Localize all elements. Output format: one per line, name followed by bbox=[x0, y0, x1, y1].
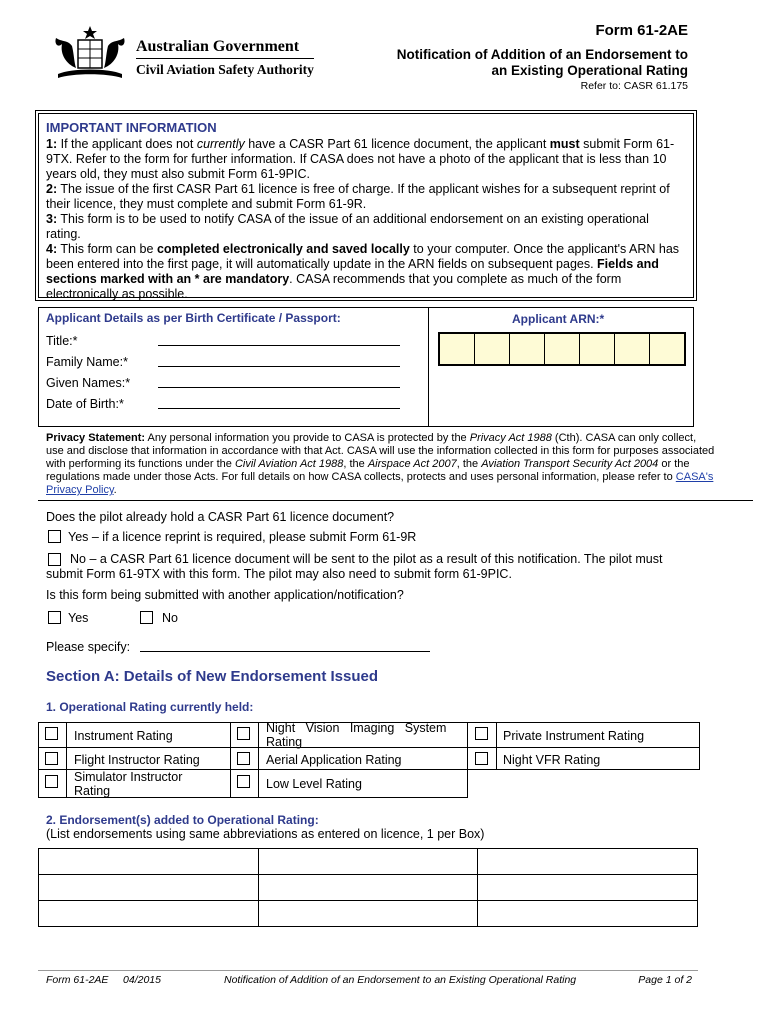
arn-digit-box[interactable] bbox=[580, 334, 615, 364]
privacy-divider bbox=[38, 500, 753, 501]
grid-line bbox=[38, 747, 700, 748]
flight-instructor-checkbox[interactable] bbox=[45, 752, 58, 765]
government-title: Australian Government bbox=[136, 38, 300, 55]
privacy-policy-link[interactable]: CASA's Privacy Policy bbox=[46, 471, 714, 496]
family-name-label: Family Name:* bbox=[46, 355, 128, 369]
simulator-instructor-label-2: Rating bbox=[74, 784, 111, 798]
coat-of-arms-logo bbox=[48, 24, 132, 84]
licence-question: Does the pilot already hold a CASR Part 61 licence document? bbox=[46, 510, 395, 524]
form-number: Form 61-2AE bbox=[595, 22, 688, 39]
grid-line bbox=[230, 722, 231, 798]
applicant-details-heading: Applicant Details as per Birth Certificate / Passport: bbox=[46, 311, 341, 325]
endorsement-box[interactable] bbox=[258, 901, 478, 927]
arn-digit-box[interactable] bbox=[440, 334, 475, 364]
licence-no-label-2: submit Form 61-9TX with this form. The pilot may also need to submit form 61-9PIC. bbox=[46, 567, 512, 581]
title-label: Title:* bbox=[46, 334, 78, 348]
endorsement-box[interactable] bbox=[478, 849, 698, 875]
endorsement-box[interactable] bbox=[39, 849, 259, 875]
please-specify-field[interactable] bbox=[140, 651, 430, 652]
night-vision-label-2: Rating bbox=[266, 735, 303, 749]
simulator-instructor-label-1: Simulator Instructor bbox=[74, 770, 183, 784]
arn-digit-box[interactable] bbox=[650, 334, 684, 364]
aerial-application-label: Aerial Application Rating bbox=[266, 753, 402, 767]
given-names-field[interactable] bbox=[158, 387, 400, 388]
arn-digit-box[interactable] bbox=[545, 334, 580, 364]
endorsement-box[interactable] bbox=[478, 875, 698, 901]
important-heading: IMPORTANT INFORMATION bbox=[46, 120, 217, 135]
family-name-field[interactable] bbox=[158, 366, 400, 367]
flight-instructor-label: Flight Instructor Rating bbox=[74, 753, 200, 767]
instrument-rating-label: Instrument Rating bbox=[74, 729, 173, 743]
date-of-birth-label: Date of Birth:* bbox=[46, 397, 124, 411]
night-vfr-label: Night VFR Rating bbox=[503, 753, 601, 767]
footer-title: Notification of Addition of an Endorsement to an Existing Operational Rating bbox=[224, 974, 577, 986]
endorsement-box[interactable] bbox=[258, 875, 478, 901]
endorsements-table bbox=[38, 848, 698, 927]
endorsement-box[interactable] bbox=[39, 875, 259, 901]
operational-rating-question: 1. Operational Rating currently held: bbox=[46, 700, 254, 714]
arn-digit-box[interactable] bbox=[475, 334, 510, 364]
arn-input-boxes[interactable] bbox=[438, 332, 686, 366]
private-instrument-checkbox[interactable] bbox=[475, 727, 488, 740]
endorsements-question: 2. Endorsement(s) added to Operational Rating: bbox=[46, 813, 319, 827]
night-vision-label-1: Night Vision Imaging System bbox=[266, 721, 447, 735]
grid-line bbox=[66, 722, 67, 798]
privacy-statement: Privacy Statement: Any personal information you provide to CASA is protected by the Privacy Act 1988 (Cth). CASA can only collect, use and disclose that information in accordance with that Act. CASA will use the information collected in this form for purposes associated with performing its functions under the Civil Aviation Act 1988, the Airspace Act 2007, the Aviation Transport Security Act 2004 or the regulations made under those Acts. For full details on how CASA collects, protects and uses personal information, please refer to CASA's Privacy Policy. bbox=[46, 432, 715, 496]
agency-name: Civil Aviation Safety Authority bbox=[136, 62, 314, 77]
title-field[interactable] bbox=[158, 345, 400, 346]
form-title-line-2: an Existing Operational Rating bbox=[491, 63, 688, 78]
instrument-rating-checkbox[interactable] bbox=[45, 727, 58, 740]
grid-line bbox=[496, 722, 497, 770]
other-app-no-label: No bbox=[162, 611, 178, 625]
footer-divider bbox=[38, 970, 698, 971]
low-level-checkbox[interactable] bbox=[237, 775, 250, 788]
footer-form-id: Form 61-2AE 04/2015 bbox=[46, 974, 161, 986]
other-application-question: Is this form being submitted with another application/notification? bbox=[46, 588, 404, 602]
important-information bbox=[46, 120, 686, 302]
low-level-label: Low Level Rating bbox=[266, 777, 362, 791]
grid-line bbox=[258, 722, 259, 798]
night-vision-checkbox[interactable] bbox=[237, 727, 250, 740]
please-specify-label: Please specify: bbox=[46, 640, 131, 654]
arn-digit-box[interactable] bbox=[615, 334, 650, 364]
casr-reference: Refer to: CASR 61.175 bbox=[580, 80, 688, 92]
endorsements-note: (List endorsements using same abbreviations as entered on licence, 1 per Box) bbox=[46, 827, 485, 841]
header-divider bbox=[136, 58, 314, 59]
endorsement-box[interactable] bbox=[478, 901, 698, 927]
other-app-yes-checkbox[interactable] bbox=[48, 611, 61, 624]
info-item-4: 4: This form can be completed electronically and saved locally to your computer. Once the applicant's ARN has been entered into the first page, it will automatically update in the ARN fields on subsequent pages. Fields and sections marked with an * are mandatory. CASA recommends that you complete as much of the form electronically as possible. bbox=[46, 242, 680, 301]
licence-yes-label: Yes – if a licence reprint is required, please submit Form 61-9R bbox=[68, 530, 417, 544]
section-a-title: Section A: Details of New Endorsement Issued bbox=[46, 668, 379, 685]
licence-yes-checkbox[interactable] bbox=[48, 530, 61, 543]
other-app-yes-label: Yes bbox=[68, 611, 89, 625]
date-of-birth-field[interactable] bbox=[158, 408, 400, 409]
aerial-application-checkbox[interactable] bbox=[237, 752, 250, 765]
arn-digit-box[interactable] bbox=[510, 334, 545, 364]
info-item-2: 2: The issue of the first CASR Part 61 licence is free of charge. If the applicant wishes for a subsequent reprint of their licence, they must complete and submit Form 61-9R. bbox=[46, 182, 670, 211]
form-title-line-1: Notification of Addition of an Endorsement to bbox=[396, 47, 688, 62]
arn-heading: Applicant ARN:* bbox=[512, 312, 605, 326]
given-names-label: Given Names:* bbox=[46, 376, 131, 390]
endorsement-box[interactable] bbox=[39, 901, 259, 927]
private-instrument-label: Private Instrument Rating bbox=[503, 729, 645, 743]
licence-no-label-1: No – a CASR Part 61 licence document will be sent to the pilot as a result of this notification. The pilot must bbox=[70, 552, 663, 566]
footer-page: Page 1 of 2 bbox=[638, 974, 692, 986]
applicant-divider bbox=[428, 307, 429, 427]
licence-no-checkbox[interactable] bbox=[48, 553, 61, 566]
info-item-3: 3: This form is to be used to notify CASA of the issue of an additional endorsement on an existing operational rating. bbox=[46, 212, 649, 241]
endorsement-box[interactable] bbox=[258, 849, 478, 875]
simulator-instructor-checkbox[interactable] bbox=[45, 775, 58, 788]
info-item-1: 1: If the applicant does not currently have a CASR Part 61 licence document, the applicant must submit Form 61-9TX. Refer to the form for further information. If CASA does not have a photo of the applicant that is less than 10 years old, they must also submit Form 61-9PIC. bbox=[46, 137, 675, 181]
night-vfr-checkbox[interactable] bbox=[475, 752, 488, 765]
other-app-no-checkbox[interactable] bbox=[140, 611, 153, 624]
